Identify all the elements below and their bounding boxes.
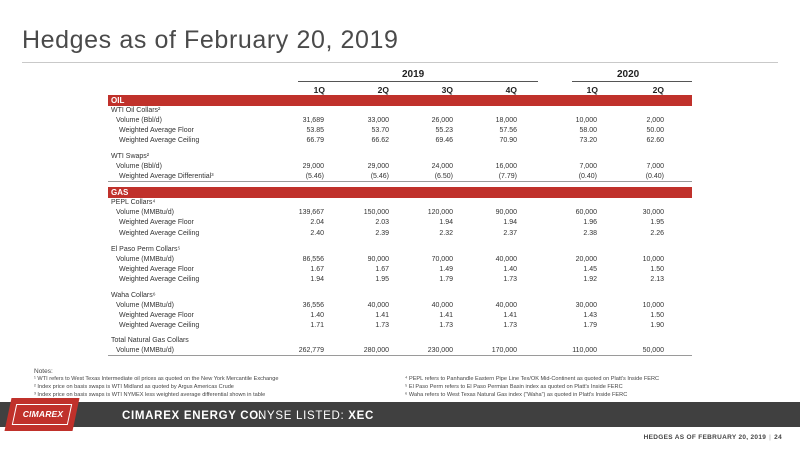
table-cell: 1.67 [375, 266, 389, 273]
row-label: Waha Collars⁶ [111, 292, 156, 299]
table-row [108, 126, 692, 136]
table-cell: 1.73 [375, 322, 389, 329]
gas-section-header: GAS [108, 187, 692, 198]
table-cell: 150,000 [363, 209, 389, 216]
table-cell: 30,000 [575, 302, 597, 309]
row-label: PEPL Collars⁴ [111, 199, 156, 206]
row-label: Volume (MMBtu/d) [116, 209, 174, 216]
table-cell: 31,689 [302, 117, 324, 124]
table-cell: 2.32 [439, 230, 453, 237]
table-cell: 57.56 [499, 127, 517, 134]
footnote: ⁴ PEPL refers to Panhandle Eastern Pipe Line Tex/OK Mid-Continent as quoted on Platt's Inside FERC [405, 376, 660, 382]
table-cell: 1.73 [439, 322, 453, 329]
table-cell: 110,000 [572, 347, 597, 354]
table-row [108, 291, 692, 301]
table-cell: 1.41 [439, 312, 453, 319]
table-row [108, 275, 692, 285]
table-cell: 1.45 [583, 266, 597, 273]
page-footer-label: HEDGES AS OF FEBRUARY 20, 2019 [643, 434, 767, 441]
table-cell: 2.38 [583, 230, 597, 237]
table-cell: 66.79 [306, 137, 324, 144]
footnote: ⁶ Waha refers to West Texas Natural Gas index (“Waha”) as quoted in Platt's Inside FERC [405, 392, 628, 398]
quarter-header: 1Q [313, 85, 325, 95]
table-cell: 2.04 [310, 219, 324, 226]
table-cell: (6.50) [434, 173, 453, 180]
nyse-prefix: NYSE LISTED: [258, 410, 345, 422]
table-cell: 1.79 [439, 276, 453, 283]
table-cell: 1.50 [650, 312, 664, 319]
page-footer: HEDGES AS OF FEBRUARY 20, 2019 | 24 [643, 434, 782, 441]
row-label: Volume (Bbl/d) [116, 163, 162, 170]
title-divider [22, 62, 778, 63]
table-cell: 2.13 [650, 276, 664, 283]
table-cell: 1.92 [583, 276, 597, 283]
table-cell: 1.50 [650, 266, 664, 273]
table-cell: (0.40) [578, 173, 597, 180]
table-row [108, 172, 692, 182]
table-cell: 1.40 [310, 312, 324, 319]
table-cell: 90,000 [495, 209, 517, 216]
table-cell: 1.96 [583, 219, 597, 226]
quarter-header: 1Q [586, 85, 598, 95]
table-cell: 33,000 [367, 117, 389, 124]
table-cell: 2,000 [646, 117, 664, 124]
year-2019-label: 2019 [402, 69, 425, 80]
table-cell: 262,779 [298, 347, 324, 354]
table-cell: 1.73 [503, 322, 517, 329]
notes-title: Notes: [34, 368, 53, 375]
table-cell: 69.46 [435, 137, 453, 144]
company-logo-text: CIMAREX [22, 409, 64, 419]
table-cell: 53.70 [371, 127, 389, 134]
table-cell: 16,000 [495, 163, 517, 170]
table-cell: (5.46) [370, 173, 389, 180]
table-cell: 90,000 [367, 256, 389, 263]
table-cell: 1.67 [310, 266, 324, 273]
table-row [108, 218, 692, 228]
table-cell: 1.49 [439, 266, 453, 273]
table-cell: 170,000 [491, 347, 517, 354]
company-name: CIMAREX ENERGY CO. [122, 410, 263, 422]
table-cell: 30,000 [642, 209, 664, 216]
table-row [108, 301, 692, 311]
row-label: Volume (MMBtu/d) [116, 302, 174, 309]
table-cell: 29,000 [367, 163, 389, 170]
table-cell: 50.00 [646, 127, 664, 134]
table-cell: 60,000 [575, 209, 597, 216]
table-row [108, 136, 692, 146]
table-cell: 1.41 [375, 312, 389, 319]
footnote: ³ Index price on basis swaps is WTI NYMEX less weighted average differential shown in table [34, 392, 266, 398]
table-cell: 1.73 [503, 276, 517, 283]
table-cell: 2.37 [503, 230, 517, 237]
table-cell: 2.26 [650, 230, 664, 237]
row-label: Weighted Average Ceiling [119, 276, 200, 283]
table-row [108, 162, 692, 172]
table-cell: 2.03 [375, 219, 389, 226]
table-cell: 7,000 [646, 163, 664, 170]
ticker: XEC [348, 410, 375, 422]
table-cell: 280,000 [363, 347, 389, 354]
table-cell: 26,000 [431, 117, 453, 124]
table-row [108, 208, 692, 218]
table-row [108, 198, 692, 208]
footer-band [0, 402, 800, 427]
quarter-header: 4Q [505, 85, 517, 95]
row-label: El Paso Perm Collars⁵ [111, 246, 181, 253]
table-cell: 70.90 [499, 137, 517, 144]
row-label: Volume (MMBtu/d) [116, 256, 174, 263]
table-cell: 1.40 [503, 266, 517, 273]
row-label: Weighted Average Ceiling [119, 230, 200, 237]
oil-section-header: OIL [108, 95, 692, 106]
table-cell: 1.90 [650, 322, 664, 329]
row-label: Volume (Bbl/d) [116, 117, 162, 124]
quarter-header: 3Q [441, 85, 453, 95]
row-label: Weighted Average Floor [119, 266, 194, 273]
row-label: Weighted Average Floor [119, 312, 194, 319]
row-label: Volume (MMBtu/d) [116, 347, 174, 354]
table-cell: (7.79) [498, 173, 517, 180]
table-cell: 20,000 [575, 256, 597, 263]
table-cell: 62.60 [646, 137, 664, 144]
table-cell: 66.62 [371, 137, 389, 144]
footnote: ⁵ El Paso Perm refers to El Paso Permian Basin index as quoted on Platt's Inside FERC [405, 384, 623, 390]
table-row [108, 346, 692, 356]
table-cell: 40,000 [367, 302, 389, 309]
row-label: Weighted Average Floor [119, 219, 194, 226]
table-cell: 58.00 [579, 127, 597, 134]
table-cell: 10,000 [575, 117, 597, 124]
quarter-header: 2Q [652, 85, 664, 95]
table-cell: 10,000 [642, 302, 664, 309]
table-cell: 29,000 [302, 163, 324, 170]
table-cell: 7,000 [579, 163, 597, 170]
table-cell: 1.79 [583, 322, 597, 329]
table-cell: 120,000 [427, 209, 453, 216]
table-cell: 1.94 [503, 219, 517, 226]
table-cell: 18,000 [495, 117, 517, 124]
row-label: Total Natural Gas Collars [111, 337, 189, 344]
table-cell: 1.94 [439, 219, 453, 226]
row-label: Weighted Average Ceiling [119, 137, 200, 144]
row-label: WTI Swaps² [111, 153, 150, 160]
table-cell: 1.41 [503, 312, 517, 319]
year-2020-label: 2020 [617, 69, 640, 80]
row-label: WTI Oil Collars² [111, 107, 161, 114]
table-cell: 1.94 [310, 276, 324, 283]
table-cell: 40,000 [495, 302, 517, 309]
footnote: ² Index price on basis swaps is WTI Midland as quoted by Argus Americas Crude [34, 384, 234, 390]
table-row [108, 106, 692, 116]
table-cell: 40,000 [495, 256, 517, 263]
table-cell: 2.40 [310, 230, 324, 237]
footnote: ¹ WTI refers to West Texas Intermediate oil prices as quoted on the New York Mercantile Exchange [34, 376, 279, 382]
table-cell: 1.95 [375, 276, 389, 283]
table-cell: (5.46) [305, 173, 324, 180]
table-cell: 70,000 [431, 256, 453, 263]
table-cell: (0.40) [645, 173, 664, 180]
table-cell: 230,000 [427, 347, 453, 354]
table-cell: 36,556 [302, 302, 324, 309]
table-cell: 1.95 [650, 219, 664, 226]
year-2019-rule [298, 81, 538, 82]
table-cell: 1.71 [310, 322, 324, 329]
row-label: Weighted Average Ceiling [119, 322, 200, 329]
table-cell: 10,000 [642, 256, 664, 263]
table-cell: 50,000 [642, 347, 664, 354]
table-row [108, 336, 692, 346]
table-row [108, 255, 692, 265]
quarter-header: 2Q [377, 85, 389, 95]
table-cell: 139,667 [298, 209, 324, 216]
row-label: Weighted Average Differential³ [119, 173, 214, 180]
table-row [108, 265, 692, 275]
table-row [108, 321, 692, 331]
page-title: Hedges as of February 20, 2019 [22, 26, 399, 54]
table-cell: 40,000 [431, 302, 453, 309]
table-row [108, 152, 692, 162]
table-cell: 24,000 [431, 163, 453, 170]
table-cell: 53.85 [306, 127, 324, 134]
table-row [108, 116, 692, 126]
table-row [108, 311, 692, 321]
row-label: Weighted Average Floor [119, 127, 194, 134]
year-2020-rule [572, 81, 692, 82]
table-cell: 86,556 [302, 256, 324, 263]
table-cell: 1.43 [583, 312, 597, 319]
page-number: 24 [774, 434, 782, 441]
table-cell: 73.20 [579, 137, 597, 144]
table-row [108, 229, 692, 239]
table-cell: 2.39 [375, 230, 389, 237]
nyse-listing [258, 410, 374, 422]
table-row [108, 245, 692, 255]
table-cell: 55.23 [435, 127, 453, 134]
